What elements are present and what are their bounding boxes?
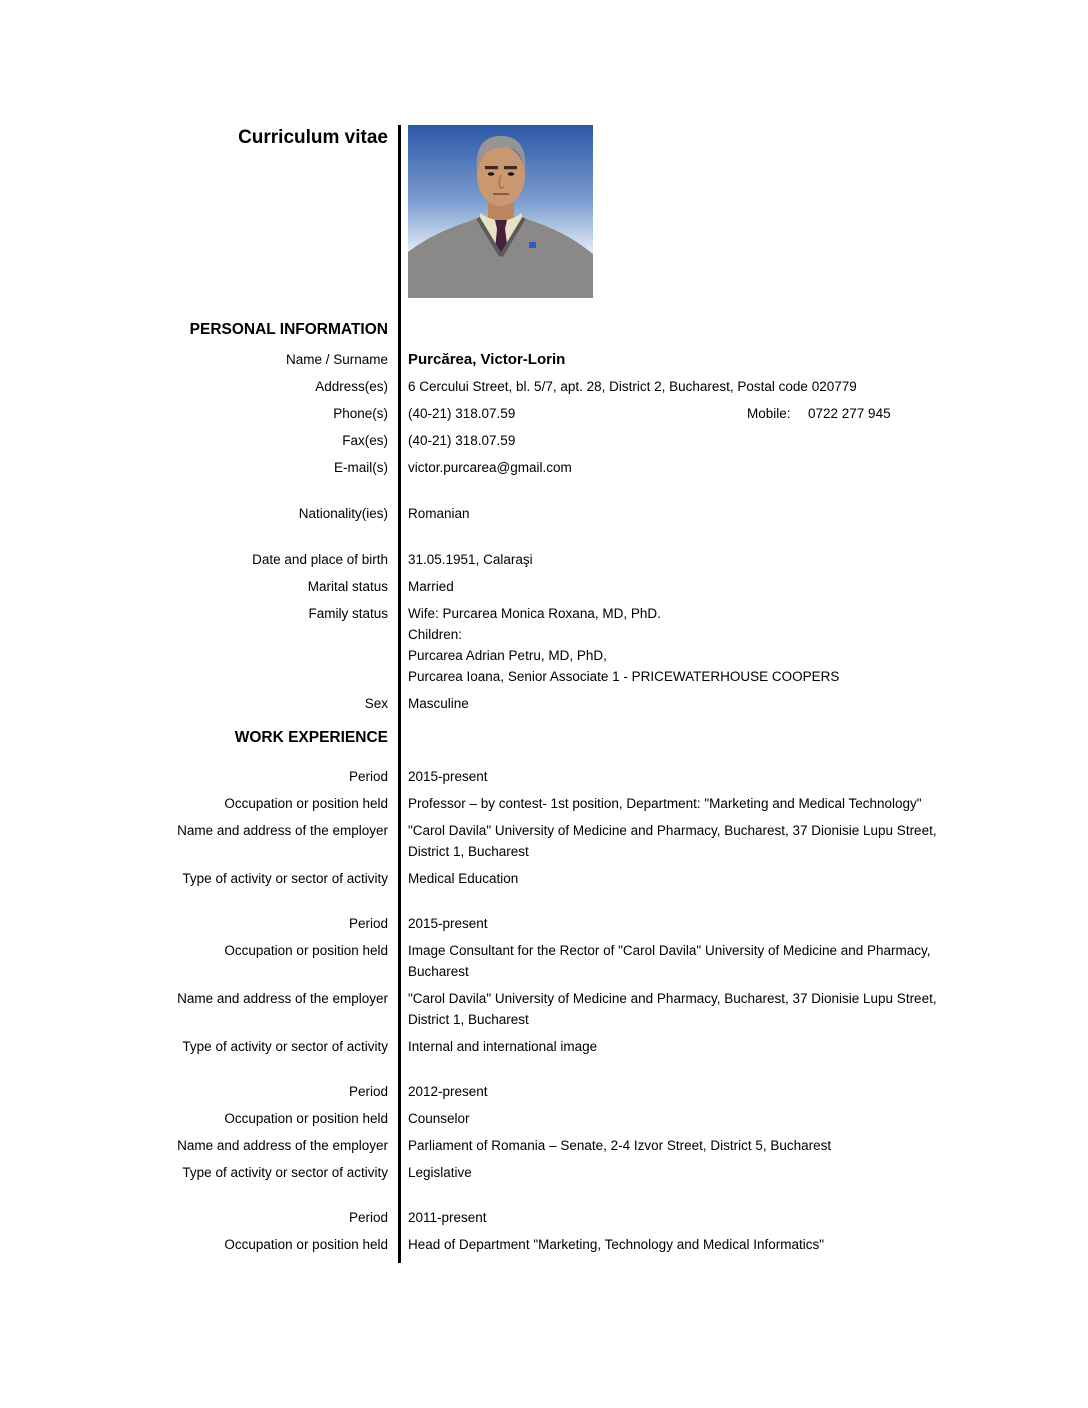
work3-activity-row [173, 1162, 963, 1183]
work2-employer-row [173, 988, 963, 1030]
fax-label: Fax(es) [342, 433, 388, 448]
name-row [173, 349, 963, 370]
period-label: Period [348, 1210, 388, 1225]
vertical-divider [398, 125, 401, 1263]
work3-occupation-row [173, 1108, 963, 1129]
mobile-value: 0722 277 945 [808, 406, 891, 421]
occupation-value: Image Consultant for the Rector of "Carol Davila" University of Medicine and Pharmacy, Bucharest [408, 943, 931, 979]
fax-row [173, 430, 963, 451]
email-row [173, 457, 963, 478]
employer-value: Parliament of Romania – Senate, 2-4 Izvor Street, District 5, Bucharest [408, 1138, 832, 1153]
employer-value: "Carol Davila" University of Medicine and Pharmacy, Bucharest, 37 Dionisie Lupu Street, District 1, Bucharest [408, 823, 937, 859]
family-line: Children: [408, 627, 463, 642]
employer-value: "Carol Davila" University of Medicine and Pharmacy, Bucharest, 37 Dionisie Lupu Street, District 1, Bucharest [408, 991, 937, 1027]
occupation-label: Occupation or position held [224, 943, 388, 958]
name-label: Name / Surname [285, 352, 388, 367]
work3-employer-row [173, 1135, 963, 1156]
family-line: Purcarea Adrian Petru, MD, PhD, [408, 648, 607, 663]
occupation-label: Occupation or position held [224, 1111, 388, 1126]
email-label: E-mail(s) [334, 460, 388, 475]
work1-employer-row [173, 820, 963, 862]
address-row [173, 376, 963, 397]
photo-cell [408, 125, 963, 320]
work2-occupation-row [173, 940, 963, 982]
work1-occupation-row [173, 793, 963, 814]
period-label: Period [348, 1084, 388, 1099]
activity-value: Legislative [408, 1165, 472, 1180]
family-label: Family status [308, 606, 388, 621]
work-heading: WORK EXPERIENCE [234, 729, 388, 746]
phone-value-group [408, 403, 956, 424]
activity-value: Internal and international image [408, 1039, 598, 1054]
activity-value: Medical Education [408, 871, 519, 886]
work-section-row [173, 728, 963, 766]
sex-label: Sex [364, 696, 388, 711]
occupation-value: Professor – by contest- 1st position, Department: "Marketing and Medical Technology" [408, 796, 922, 811]
work1-period-row [173, 766, 963, 787]
activity-label: Type of activity or sector of activity [182, 1165, 388, 1180]
personal-heading: PERSONAL INFORMATION [189, 321, 388, 338]
address-label: Address(es) [315, 379, 388, 394]
marital-label: Marital status [307, 579, 388, 594]
nationality-value: Romanian [408, 506, 470, 521]
header-row [173, 125, 963, 320]
activity-label: Type of activity or sector of activity [182, 871, 388, 886]
work2-activity-row [173, 1036, 963, 1057]
nationality-label: Nationality(ies) [298, 506, 388, 521]
work1-activity-row [173, 868, 963, 889]
birth-value: 31.05.1951, Calaraşi [408, 552, 533, 567]
phone-value: (40-21) 318.07.59 [408, 406, 516, 421]
period-value: 2011-present [408, 1210, 487, 1225]
marital-row [173, 576, 963, 597]
occupation-value: Counselor [408, 1111, 470, 1126]
family-row [173, 603, 963, 687]
phone-row [173, 403, 963, 424]
work3-period-row [173, 1081, 963, 1102]
period-label: Period [348, 769, 388, 784]
personal-section-row [173, 320, 963, 349]
address-value: 6 Cercului Street, bl. 5/7, apt. 28, District 2, Bucharest, Postal code 020779 [408, 379, 857, 394]
marital-value: Married [408, 579, 454, 594]
email-value: victor.purcarea@gmail.com [408, 460, 572, 475]
page-title: Curriculum vitae [238, 127, 388, 148]
work4-period-row [173, 1207, 963, 1228]
work2-period-row [173, 913, 963, 934]
sex-value: Masculine [408, 696, 469, 711]
occupation-value: Head of Department "Marketing, Technology and Medical Informatics" [408, 1237, 825, 1252]
activity-label: Type of activity or sector of activity [182, 1039, 388, 1054]
employer-label: Name and address of the employer [177, 991, 388, 1006]
occupation-label: Occupation or position held [224, 796, 388, 811]
period-value: 2012-present [408, 1084, 488, 1099]
work4-occupation-row [173, 1234, 963, 1255]
family-line: Wife: Purcarea Monica Roxana, MD, PhD. [408, 606, 661, 621]
name-value: Purcărea, Victor-Lorin [408, 351, 566, 368]
occupation-label: Occupation or position held [224, 1237, 388, 1252]
family-value [408, 603, 956, 687]
period-label: Period [348, 916, 388, 931]
period-value: 2015-present [408, 916, 488, 931]
period-value: 2015-present [408, 769, 488, 784]
fax-value: (40-21) 318.07.59 [408, 433, 516, 448]
employer-label: Name and address of the employer [177, 1138, 388, 1153]
birth-label: Date and place of birth [252, 552, 388, 567]
sex-row [173, 693, 963, 714]
nationality-row [173, 503, 963, 524]
phone-label: Phone(s) [333, 406, 388, 421]
family-line: Purcarea Ioana, Senior Associate 1 - PRICEWATERHOUSE COOPERS [408, 669, 840, 684]
employer-label: Name and address of the employer [177, 823, 388, 838]
portrait-photo [408, 125, 593, 298]
mobile-label: Mobile: [747, 406, 791, 421]
cv-content [173, 125, 963, 1261]
birth-row [173, 549, 963, 570]
